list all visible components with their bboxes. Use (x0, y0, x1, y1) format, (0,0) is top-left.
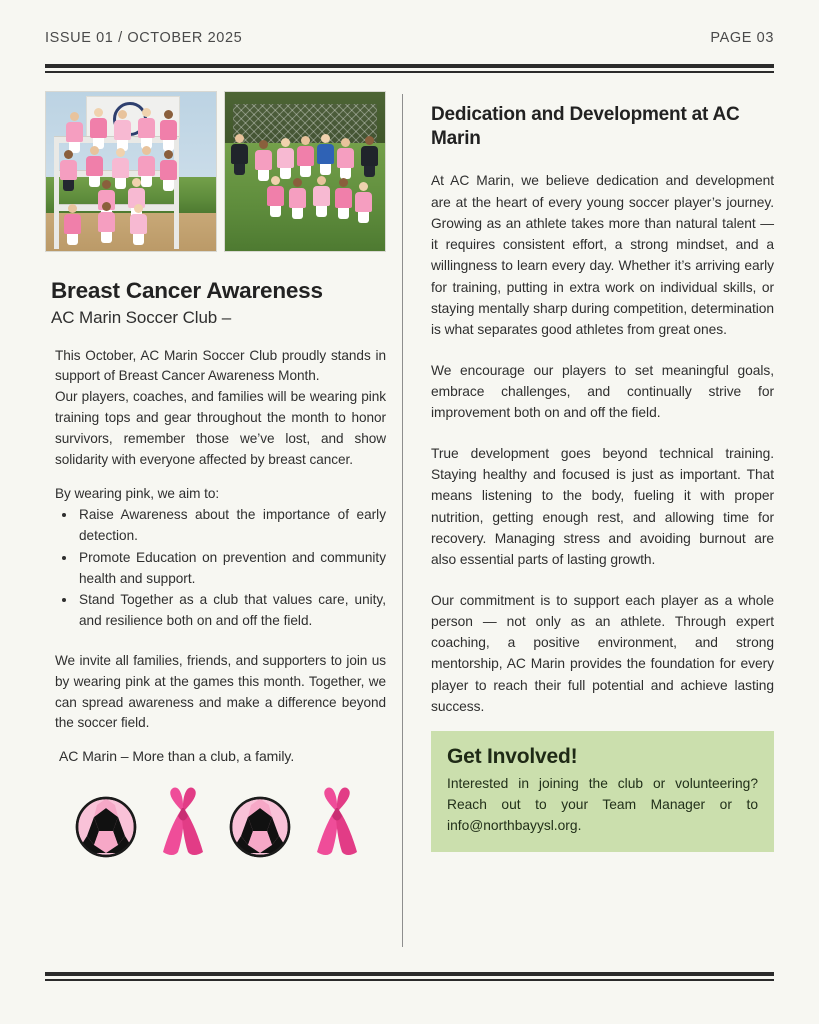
aims-list (55, 505, 386, 632)
callout-body: Interested in joining the club or volunteering? Reach out to your Team Manager or to info@northbayysl.org. (447, 776, 758, 833)
footer-rule-thin (45, 979, 774, 981)
footer-rule (45, 972, 774, 981)
paragraph: We encourage our players to set meaningful goals, embrace challenges, and continually strive for improvement both on and off the field. (431, 362, 774, 421)
pink-soccer-ball-icon (229, 796, 291, 858)
masthead (45, 0, 774, 46)
get-involved-callout (431, 731, 774, 852)
right-column (403, 91, 774, 953)
list-item: • Raise Awareness about the importance of early detection. (77, 505, 386, 547)
pink-awareness-ribbon-icon (311, 786, 363, 858)
photo-strip (45, 91, 386, 252)
team-photo-field (224, 91, 386, 252)
pink-awareness-ribbon-icon (157, 786, 209, 858)
left-column (45, 91, 402, 953)
content-columns (45, 91, 774, 953)
list-item: • Promote Education on prevention and community health and support. (77, 548, 386, 590)
issue-label: ISSUE 01 / OCTOBER 2025 (45, 30, 243, 46)
page-title: Breast Cancer Awareness (51, 277, 323, 303)
paragraph: Our players, coaches, and families will be wearing pink training tops and gear throughout the month to honor survivors, remember those we’ve lost, and show solidarity with everyone affected by breast cancer. (55, 389, 386, 467)
paragraph: True development goes beyond technical training. Staying healthy and focused is just as important. That means listening to the body, fueling it with proper nutrition, getting enough rest, and allowing time for recovery. Managing stress and avoiding burnout are also essential parts of lasting growth. (431, 445, 774, 568)
page-number-label: PAGE 03 (710, 30, 774, 46)
pink-soccer-ball-icon (75, 796, 137, 858)
signoff-text: AC Marin – More than a club, a family. (59, 748, 295, 765)
section-title: Dedication and Development at AC Marin (431, 103, 740, 149)
page-subtitle: AC Marin Soccer Club – (51, 307, 232, 327)
team-photo-bleachers (45, 91, 217, 252)
paragraph: This October, AC Marin Soccer Club proudly stands in support of Breast Cancer Awareness Month. (55, 347, 386, 384)
header-rule (45, 64, 774, 73)
header-rule-thin (45, 71, 774, 73)
list-item: • Stand Together as a club that values care, unity, and resilience both on and off the field. (77, 590, 386, 632)
paragraph: We invite all families, friends, and supporters to join us by wearing pink at the games this month. Together, we can spread awareness and make a difference beyond the soccer field. (55, 652, 386, 731)
paragraph: Our commitment is to support each player as a whole person — not only as an athlete. Through expert coaching, a positive environment, and strong mentorship, AC Marin provides the foundation for every player to reach their full potential and achieve lasting success. (431, 592, 774, 715)
awareness-icon-row (45, 786, 386, 858)
callout-title: Get Involved! (447, 745, 578, 769)
paragraph: At AC Marin, we believe dedication and development are at the heart of every young soccer player’s journey. Growing as an athlete takes more than natural talent — it requires consistent effort, a strong mindset, and a willingness to learn every day. Whether it’s arriving early for training, putting in extra work on individual skills, or staying mentally sharp during competition, determination is what separates good athletes from great ones. (431, 173, 774, 338)
aims-intro: By wearing pink, we aim to: (55, 486, 220, 502)
